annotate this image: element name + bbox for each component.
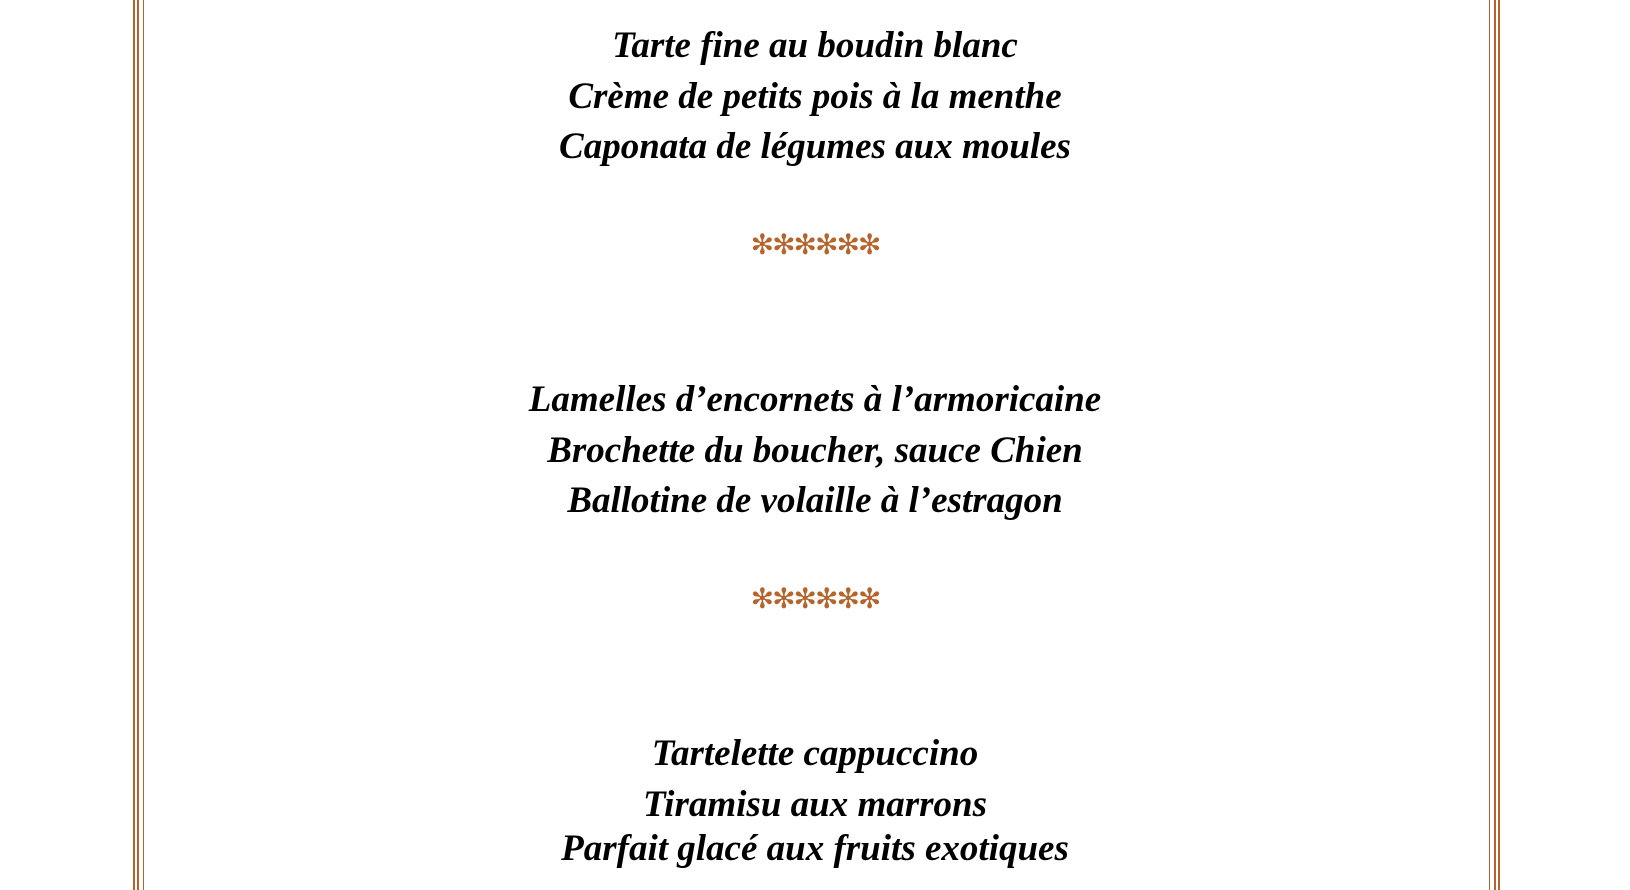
- starter-item-1: Tarte fine au boudin blanc: [612, 25, 1018, 66]
- starter-item-2: Crème de petits pois à la menthe: [568, 76, 1062, 117]
- main-item-1: Lamelles d’encornets à l’armoricaine: [528, 379, 1102, 420]
- dessert-item-3: Parfait glacé aux fruits exotiques: [561, 828, 1069, 869]
- course-separator-2: ✻✻✻✻✻✻: [750, 582, 880, 615]
- dessert-item-2: Tiramisu aux marrons: [642, 784, 988, 825]
- main-item-2: Brochette du boucher, sauce Chien: [547, 430, 1083, 471]
- course-separator-1: ✻✻✻✻✻✻: [750, 228, 880, 261]
- starter-item-3: Caponata de légumes aux moules: [559, 126, 1071, 167]
- dessert-item-1: Tartelette cappuccino: [651, 733, 979, 774]
- main-item-3: Ballotine de volaille à l’estragon: [567, 480, 1063, 521]
